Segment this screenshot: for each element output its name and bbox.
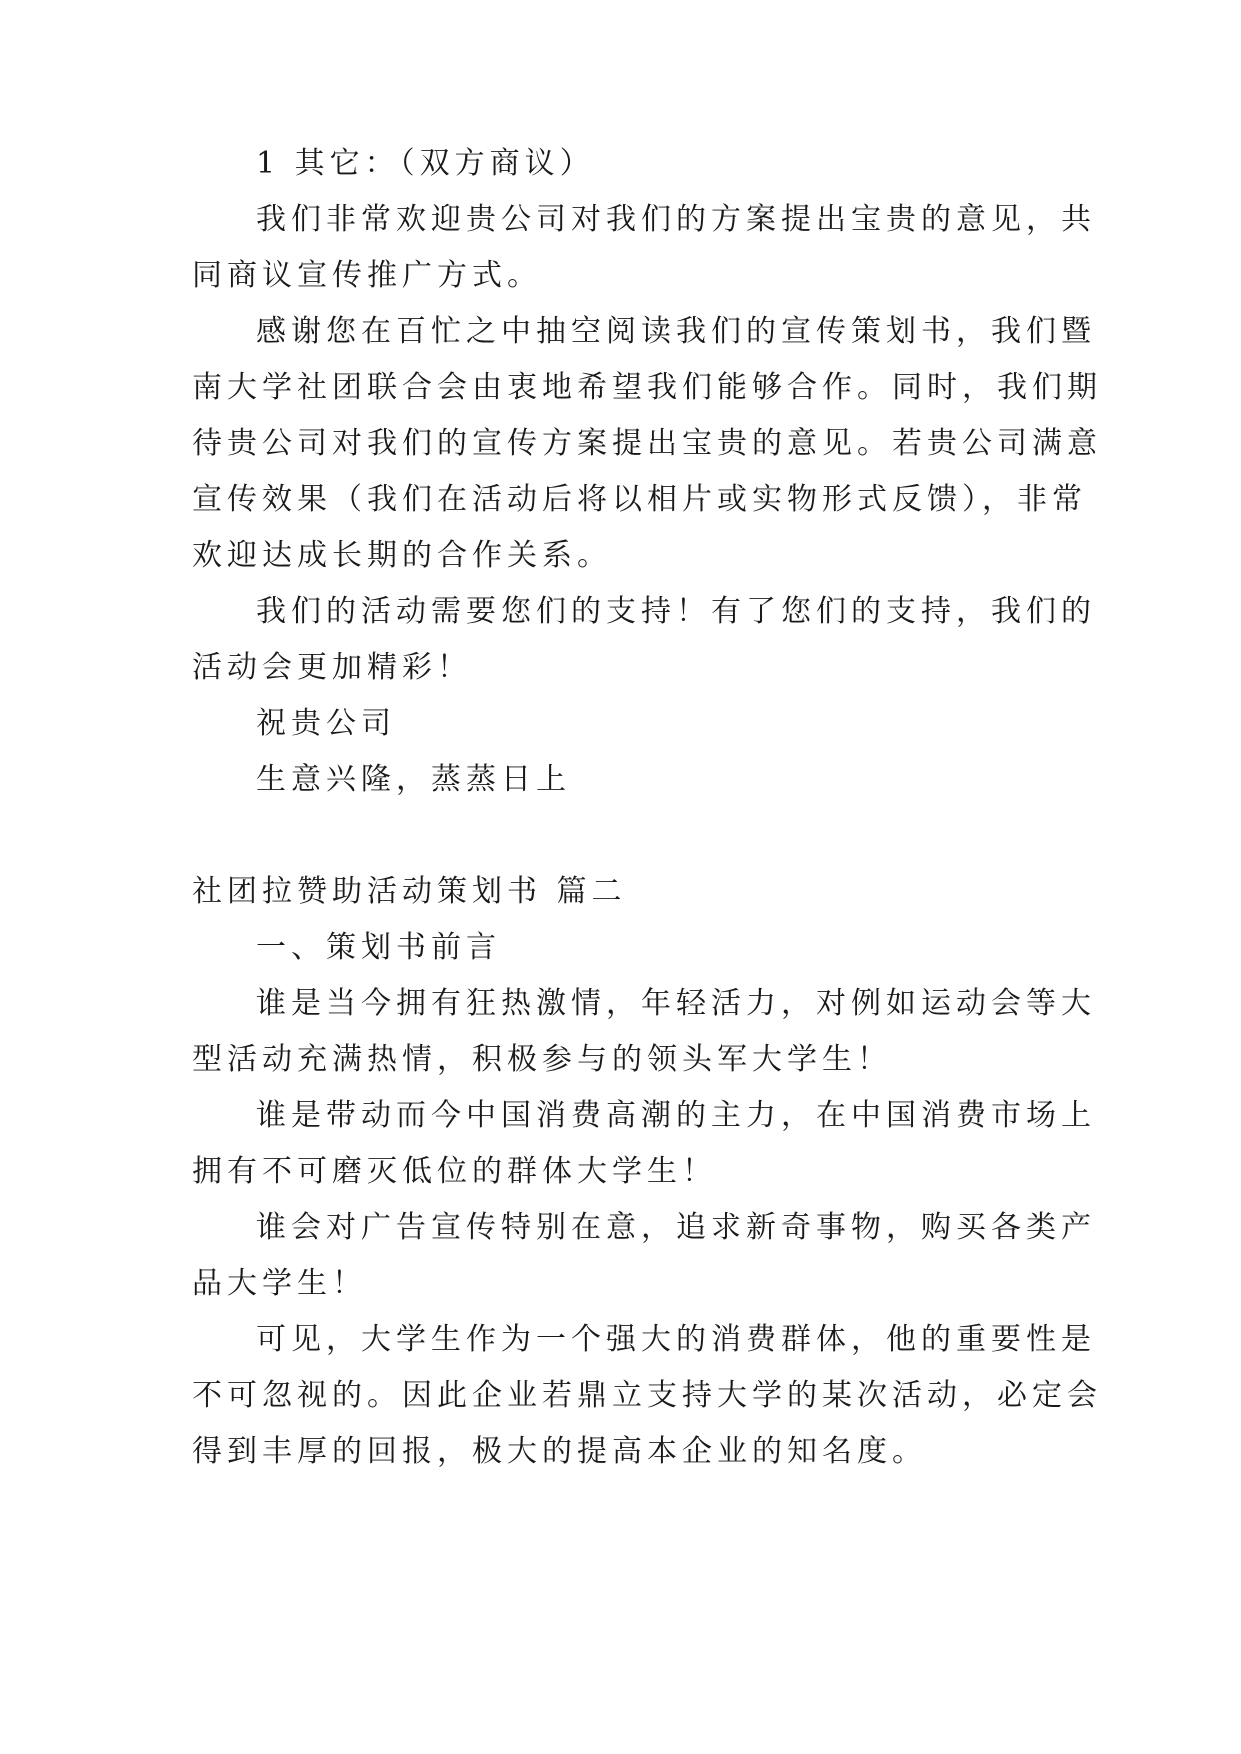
text-line: 谁会对广告宣传特别在意，追求新奇事物，购买各类产 <box>256 1210 1096 1245</box>
text-line: 生意兴隆，蒸蒸日上 <box>256 762 571 797</box>
text-line: 谁是带动而今中国消费高潮的主力，在中国消费市场上 <box>256 1098 1096 1133</box>
text-line: 待贵公司对我们的宣传方案提出宝贵的意见。若贵公司满意 <box>192 426 1102 461</box>
text-line: 得到丰厚的回报，极大的提高本企业的知名度。 <box>192 1434 927 1469</box>
text-line: 不可忽视的。因此企业若鼎立支持大学的某次活动，必定会 <box>192 1378 1102 1413</box>
text-line: 可见，大学生作为一个强大的消费群体，他的重要性是 <box>256 1322 1096 1357</box>
text-line: 品大学生！ <box>192 1266 367 1301</box>
text-line: 活动会更加精彩！ <box>192 650 472 685</box>
text-line: 我们非常欢迎贵公司对我们的方案提出宝贵的意见，共 <box>256 202 1096 237</box>
text-line: 谁是当今拥有狂热激情，年轻活力，对例如运动会等大 <box>256 986 1096 1021</box>
text-line: 1 其它：（双方商议） <box>256 146 595 181</box>
text-line: 同商议宣传推广方式。 <box>192 258 542 293</box>
subheading: 一、策划书前言 <box>256 930 501 965</box>
text-line: 感谢您在百忙之中抽空阅读我们的宣传策划书，我们暨 <box>256 314 1096 349</box>
text-line: 欢迎达成长期的合作关系。 <box>192 538 612 573</box>
text-line: 宣传效果（我们在活动后将以相片或实物形式反馈），非常 <box>192 482 1087 517</box>
text-line: 我们的活动需要您们的支持！有了您们的支持，我们的 <box>256 594 1096 629</box>
text-line: 拥有不可磨灭低位的群体大学生！ <box>192 1154 717 1189</box>
text-line: 南大学社团联合会由衷地希望我们能够合作。同时，我们期 <box>192 370 1102 405</box>
text-line: 型活动充满热情，积极参与的领头军大学生！ <box>192 1042 892 1077</box>
section-heading: 社团拉赞助活动策划书 篇二 <box>192 874 627 909</box>
text-line: 祝贵公司 <box>256 706 396 741</box>
